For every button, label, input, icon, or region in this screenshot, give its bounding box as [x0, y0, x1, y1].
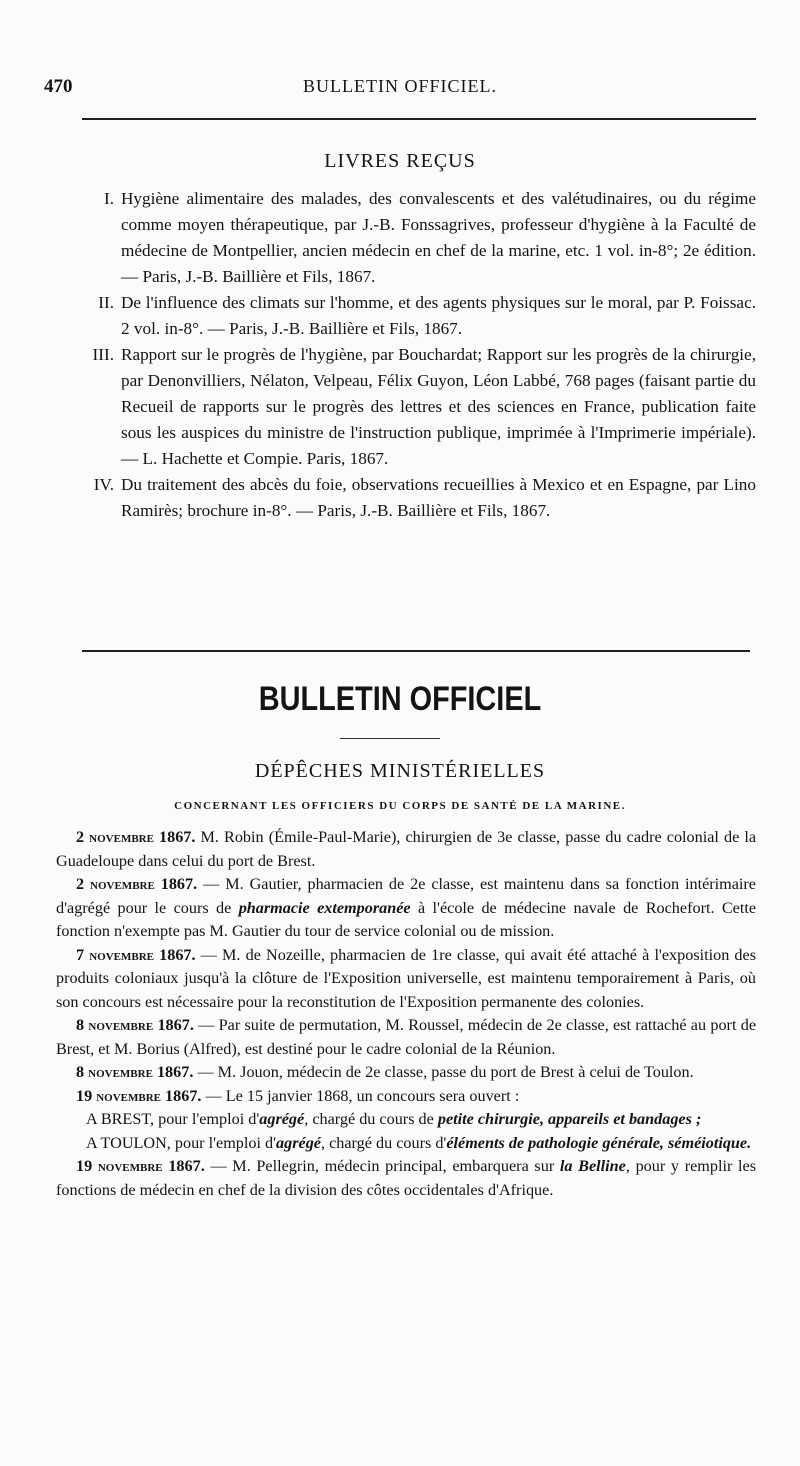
entry-date: 7 novembre 1867.: [76, 945, 196, 964]
entry-emphasis: éléments de pathologie générale, séméiotique.: [446, 1133, 752, 1152]
book-item: [36, 472, 756, 524]
book-text: Du traitement des abcès du foie, observations recueillies à Mexico et en Espagne, par Lino Ramirès; brochure in-8°. — Paris, J.-B. Baillière et Fils, 1867.: [121, 475, 756, 520]
book-item: [36, 342, 756, 472]
book-number: II.: [98, 293, 114, 312]
entry-emphasis: petite chirurgie, appareils et bandages ;: [437, 1110, 702, 1128]
entry-text: — M. Jouon, médecin de 2e classe, passe du port de Brest à celui de Toulon.: [197, 1063, 694, 1081]
entry-text: — M. Pellegrin, médecin principal, embarquera sur: [210, 1157, 555, 1175]
concours-text: A TOULON, pour l'emploi d': [86, 1133, 277, 1152]
livres-title: LIVRES REÇUS: [324, 150, 476, 172]
dispatch-entry: [56, 944, 756, 1015]
section-divider: [82, 650, 750, 652]
book-text: De l'influence des climats sur l'homme, et des agents physiques sur le moral, par P. Foissac. 2 vol. in-8°. — Paris, J.-B. Baillière et Fils, 1867.: [121, 293, 756, 338]
book-list: [36, 186, 756, 524]
entry-date: 8 novembre 1867.: [76, 1016, 194, 1034]
concours-item: [56, 1108, 756, 1132]
book-text: Hygiène alimentaire des malades, des convalescents et des valétudinaires, ou du régime comme moyen thérapeutique, par J.-B. Fonssagrives, professeur d'hygiène à la Faculté de médecine de Montpellier, ancien médecin en chef de la marine, etc. 1 vol. in-8°; 2e édition. — Paris, J.-B. Baillière et Fils, 1867.: [121, 189, 756, 286]
dispatch-entry: [56, 1061, 756, 1085]
entry-text: — Par suite de permutation, M. Roussel, médecin de 2e classe, est rattaché au port de Brest, et M. Borius (Alfred), est destiné pour le cadre colonial de la Réunion.: [56, 1016, 757, 1058]
entry-emphasis: la Belline: [559, 1157, 626, 1175]
dispatch-entry: [56, 1014, 756, 1061]
book-number: III.: [92, 345, 114, 364]
entry-date: 19 novembre 1867.: [76, 1157, 205, 1175]
entry-date: 2 novembre 1867.: [76, 875, 198, 893]
entry-text: — Le 15 janvier 1868, un concours sera ouvert :: [205, 1086, 520, 1105]
book-number: I.: [103, 189, 114, 208]
entry-date: 19 novembre 1867.: [76, 1086, 202, 1105]
book-item: [36, 186, 756, 290]
book-item: [36, 290, 756, 342]
dispatch-entry: [56, 1155, 756, 1202]
concours-text: , chargé du cours de: [304, 1110, 434, 1128]
book-text: Rapport sur le progrès de l'hygiène, par Bouchardat; Rapport sur les progrès de la chirurgie, par Denonvilliers, Nélaton, Velpeau, Félix Guyon, Léon Labbé, 768 pages (faisant partie du Recueil de rapports sur le progrès des lettres et des sciences en France, publication faite sous les auspices du ministre de l'instruction publique, imprimée à l'Imprimerie impériale). — L. Hachette et Compie. Paris, 1867.: [121, 345, 756, 468]
entry-date: 2 novembre 1867.: [76, 828, 196, 846]
entry-text: M. Robin (Émile-Paul-Marie), chirurgien de 3e classe, passe du cadre colonial de la Guadeloupe dans celui du port de Brest.: [56, 828, 757, 870]
header-rule: [82, 118, 756, 120]
dispatch-entry: [56, 873, 756, 944]
dispatch-entry: [56, 1085, 756, 1109]
depeches-subtitle: DÉPÊCHES MINISTÉRIELLES: [254, 760, 546, 782]
page-header: [44, 76, 756, 102]
concernant-line: CONCERNANT LES OFFICIERS DU CORPS DE SANTÉ DE LA MARINE.: [174, 800, 626, 812]
concours-text: , chargé du cours d': [321, 1133, 447, 1152]
entry-text: — M. Gautier, pharmacien de 2e classe, est maintenu dans sa fonction intérimaire d'agrégé pour le cours de: [56, 875, 756, 917]
page-number: 470: [44, 76, 73, 97]
entry-date: 8 novembre 1867.: [76, 1063, 194, 1081]
dispatch-entry: [56, 826, 756, 873]
concours-item: [56, 1132, 756, 1156]
title-underline: [340, 738, 440, 739]
entry-text: , pour y remplir les fonctions de médecin en chef de la division des côtes occidentales d'Afrique.: [56, 1157, 756, 1199]
entry-text: — M. de Nozeille, pharmacien de 1re classe, qui avait été attaché à l'exposition des produits coloniaux jusqu'à la clôture de l'Exposition universelle, est maintenu temporairement à Paris, où son concours est nécessaire pour la reconstitution de l'Exposition permanente des colonies.: [56, 945, 757, 1011]
book-number: IV.: [93, 475, 114, 494]
entry-emphasis: agrégé: [276, 1133, 321, 1152]
entry-text: à l'école de médecine navale de Rochefort. Cette fonction n'exempte pas M. Gautier du tour de service colonial ou de mission.: [56, 898, 757, 940]
bulletin-title: BULLETIN OFFICIEL: [258, 680, 542, 718]
dispatch-list: [56, 826, 756, 1202]
running-head: BULLETIN OFFICIEL.: [303, 76, 497, 96]
entry-emphasis: agrégé: [259, 1110, 305, 1128]
concours-text: A BREST, pour l'emploi d': [86, 1110, 260, 1128]
entry-emphasis: pharmacie extemporanée: [238, 898, 411, 917]
